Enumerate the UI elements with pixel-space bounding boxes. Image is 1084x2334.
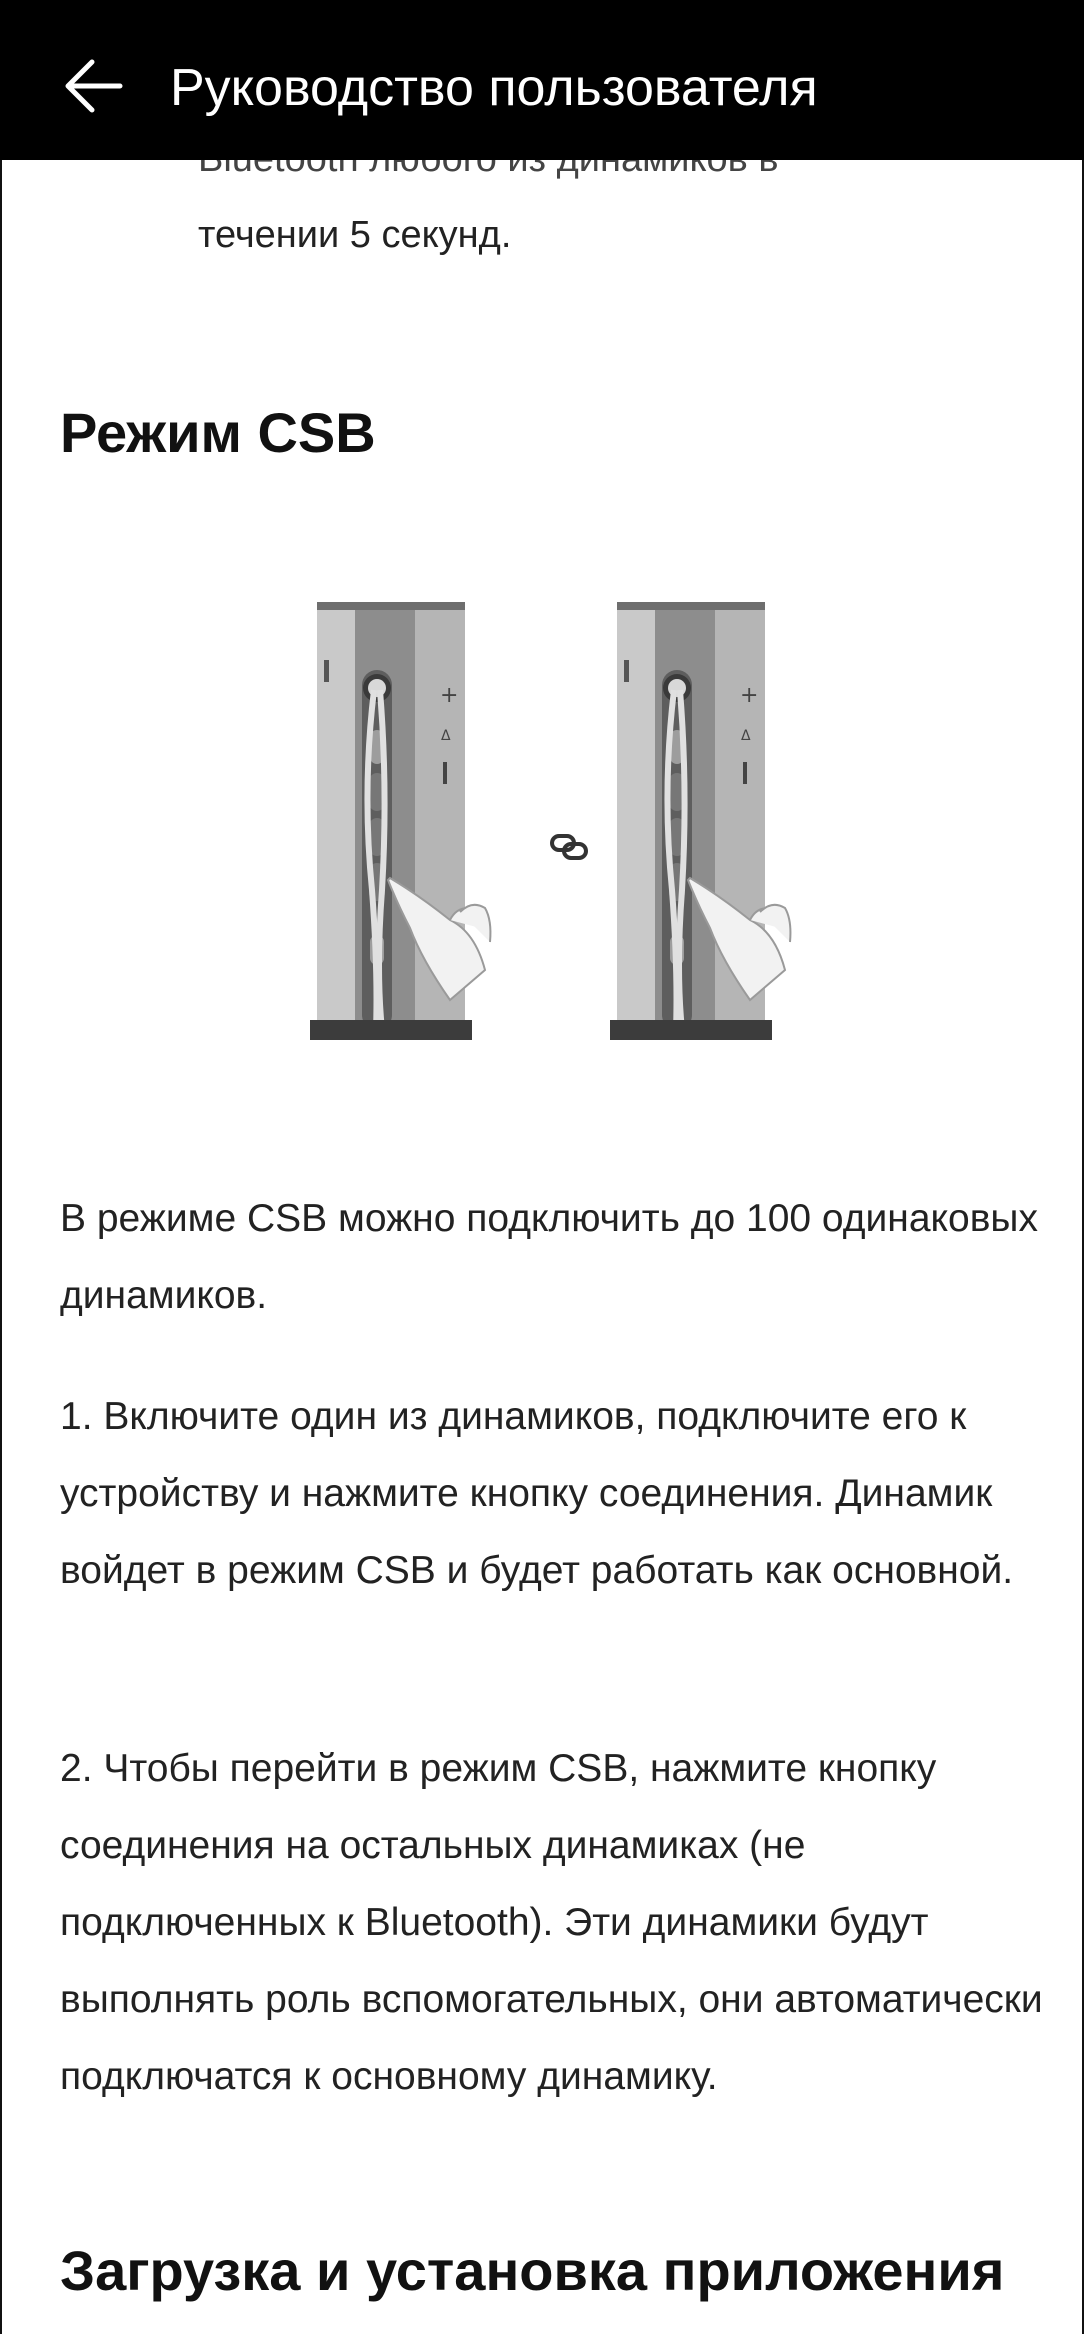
csb-description-text: В режиме CSB можно подключить до 100 одинаковых динамиков.: [60, 1197, 1038, 1317]
svg-text:+: +: [740, 683, 759, 708]
chain-link-icon: [552, 836, 586, 858]
app-bar: [0, 0, 1084, 160]
svg-text:Δ: Δ: [441, 728, 451, 744]
back-button[interactable]: [54, 46, 134, 126]
speaker-right-image: [610, 602, 790, 1040]
page-title: Руководство пользователя: [170, 59, 818, 117]
intro-tail-text: течении 5 секунд.: [198, 214, 512, 256]
step-1-text: 1. Включите один из динамиков, подключите его к устройству и нажмите кнопку соединения. Динамик войдет в режим CSB и будет работать как основной.: [60, 1395, 1014, 1592]
csb-mode-heading: Режим CSB: [60, 401, 376, 464]
speaker-left-image: [310, 602, 490, 1040]
step-2-text: 2. Чтобы перейти в режим CSB, нажмите кнопку соединения на остальных динамиках (не подключенных к Bluetooth). Эти динамики будут выполнять роль вспомогательных, они автоматически подключатся к основному динамику.: [60, 1747, 1043, 2098]
download-app-heading: Загрузка и установка приложения: [60, 2239, 1005, 2302]
arrow-left-icon: [62, 54, 126, 118]
svg-text:Δ: Δ: [741, 728, 751, 744]
csb-illustration: [300, 590, 880, 1050]
svg-text:+: +: [440, 683, 459, 708]
content-left-border: [0, 160, 2, 2334]
